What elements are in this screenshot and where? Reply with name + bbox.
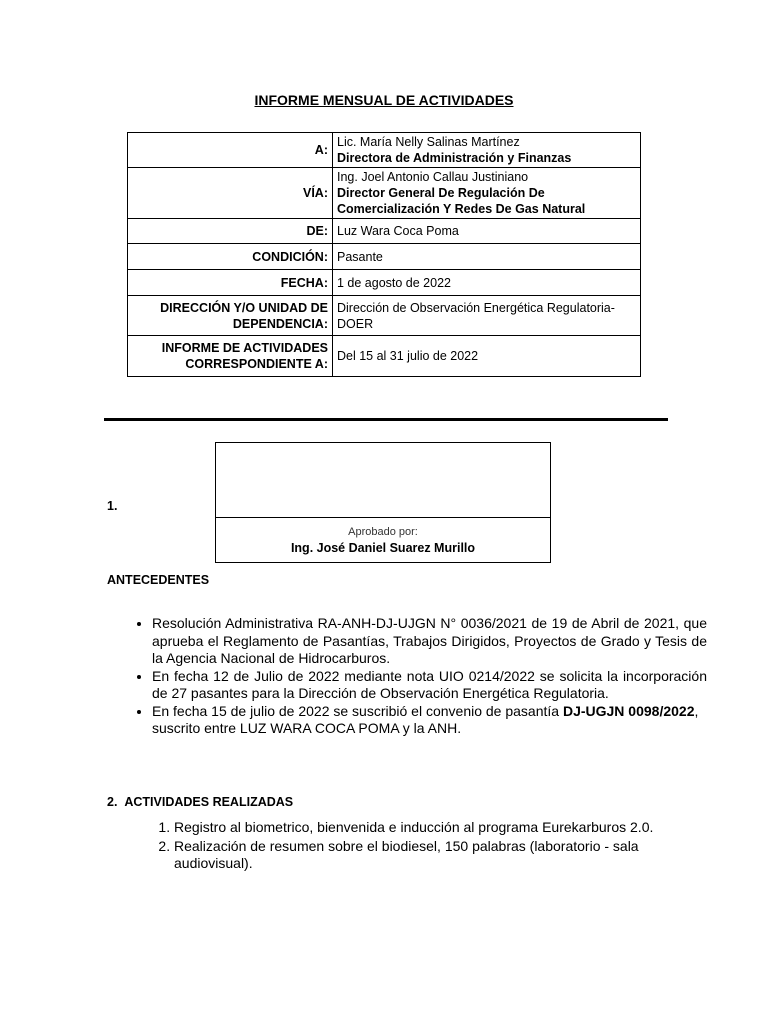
table-row (128, 168, 641, 219)
label-informe: INFORME DE ACTIVIDADES CORRESPONDIENTE A: (128, 336, 333, 377)
section-number-1: 1. (107, 499, 118, 513)
horizontal-rule (104, 418, 668, 421)
item3-convenio-code: DJ-UGJN 0098/2022 (562, 702, 695, 719)
header-info-table (127, 132, 641, 377)
table-row (128, 296, 641, 336)
antecedentes-list (106, 615, 707, 738)
list-item: 1. Registro al biometrico, bienvenida e inducción al programa Eurekarburos 2.0. (174, 819, 694, 836)
list-item: • En fecha 12 de Julio de 2022 mediante nota UIO 0214/2022 se solicita la incorporación de 27 pasantes para la Dirección de Observación Energética Regulatoria. (152, 668, 707, 703)
value-a (333, 133, 641, 168)
label-via: VÍA: (128, 168, 333, 219)
via-role: Director General De Regulación De Comercialización Y Redes De Gas Natural (337, 186, 586, 216)
value-direccion: Dirección de Observación Energética Regulatoria-DOER (333, 296, 641, 336)
via-name: Ing. Joel Antonio Callau Justiniano (337, 170, 529, 184)
table-row (128, 133, 641, 168)
value-condicion: Pasante (333, 244, 641, 270)
label-condicion: CONDICIÓN: (128, 244, 333, 270)
a-role: Directora de Administración y Finanzas (337, 151, 572, 165)
label-fecha: FECHA: (128, 270, 333, 296)
value-de: Luz Wara Coca Poma (333, 219, 641, 244)
list-item (152, 703, 707, 738)
label-a: A: (128, 133, 333, 168)
signature-divider (216, 517, 550, 518)
item3-text-pre: En fecha 15 de julio de 2022 se suscribió el convenio de pasantía (152, 702, 563, 719)
signature-box (215, 442, 551, 563)
list-item: • Resolución Administrativa RA-ANH-DJ-UJGN N° 0036/2021 de 19 de Abril de 2021, que aprueba el Reglamento de Pasantías, Trabajos Dirigidos, Proyectos de Grado y Tesis de la Agencia Nacional de Hidrocarburos. (152, 615, 707, 668)
label-direccion: DIRECCIÓN Y/O UNIDAD DE DEPENDENCIA: (128, 296, 333, 336)
value-via (333, 168, 641, 219)
value-fecha: 1 de agosto de 2022 (333, 270, 641, 296)
actividades-list (128, 819, 694, 874)
document-title: INFORME MENSUAL DE ACTIVIDADES (254, 92, 514, 108)
antecedentes-heading: ANTECEDENTES (107, 573, 210, 587)
approved-by-label: Aprobado por: (348, 526, 418, 538)
label-de: DE: (128, 219, 333, 244)
table-row (128, 270, 641, 296)
value-informe: Del 15 al 31 julio de 2022 (333, 336, 641, 377)
list-item: 2. Realización de resumen sobre el biodiesel, 150 palabras (laboratorio - sala audiovisual). (174, 838, 694, 872)
table-row (128, 219, 641, 244)
approver-name: Ing. José Daniel Suarez Murillo (290, 541, 476, 555)
actividades-heading: 2. ACTIVIDADES REALIZADAS (107, 795, 294, 809)
table-row (128, 336, 641, 377)
item3-text-post: , suscrito entre LUZ WARA COCA POMA y la ANH. (152, 702, 699, 736)
a-name: Lic. María Nelly Salinas Martínez (337, 135, 520, 149)
table-row (128, 244, 641, 270)
